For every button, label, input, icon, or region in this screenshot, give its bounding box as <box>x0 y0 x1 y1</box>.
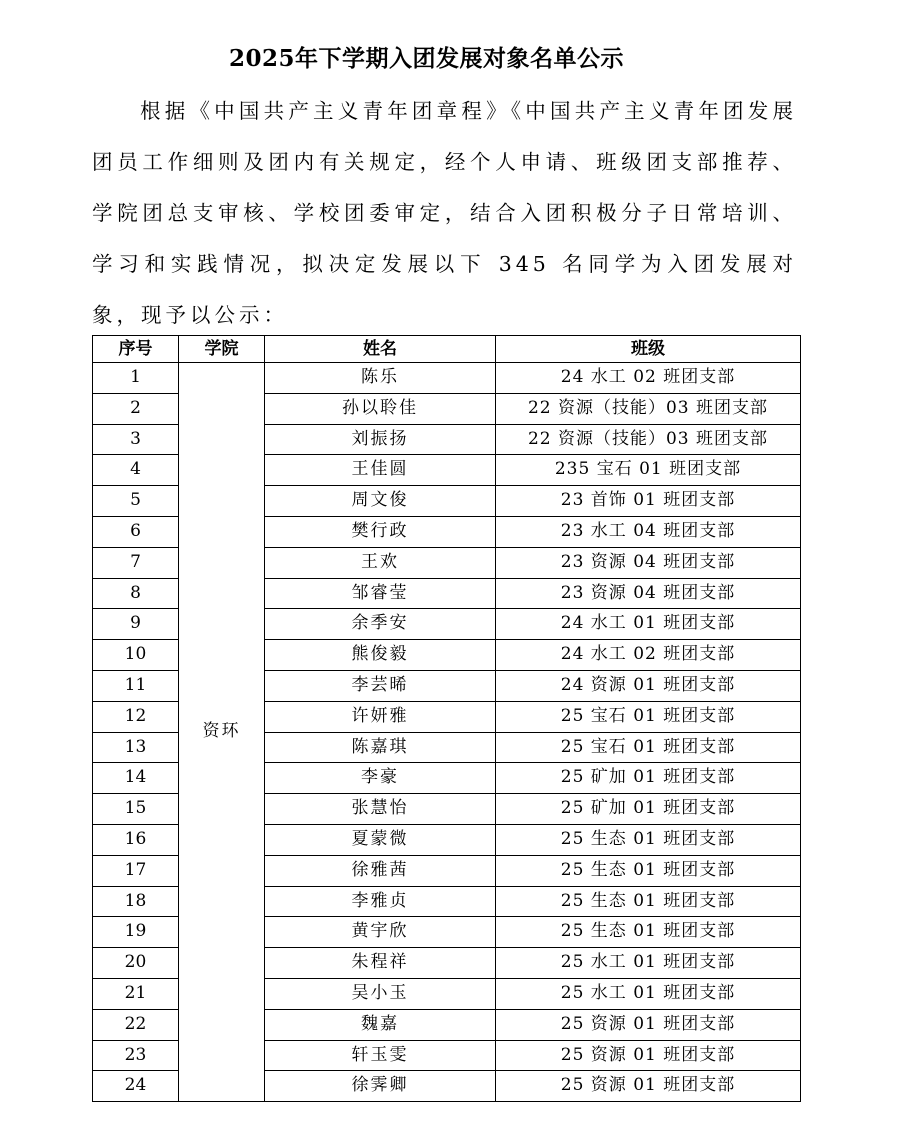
cell-class: 25 资源 01 班团支部 <box>496 1071 801 1102</box>
cell-index: 13 <box>93 732 179 763</box>
header-index: 序号 <box>93 336 179 363</box>
cell-college: 资环 <box>179 363 265 1102</box>
cell-name: 李豪 <box>265 763 496 794</box>
cell-index: 2 <box>93 393 179 424</box>
table-header-row <box>93 336 801 363</box>
cell-index: 10 <box>93 640 179 671</box>
cell-name: 许妍雅 <box>265 701 496 732</box>
cell-index: 7 <box>93 547 179 578</box>
cell-name: 张慧怡 <box>265 794 496 825</box>
cell-class: 23 水工 04 班团支部 <box>496 516 801 547</box>
cell-name: 陈嘉琪 <box>265 732 496 763</box>
cell-index: 8 <box>93 578 179 609</box>
document-title: 2025年下学期入团发展对象名单公示 <box>228 45 624 72</box>
cell-name: 樊行政 <box>265 516 496 547</box>
cell-index: 11 <box>93 670 179 701</box>
cell-index: 21 <box>93 978 179 1009</box>
cell-index: 3 <box>93 424 179 455</box>
cell-index: 23 <box>93 1040 179 1071</box>
cell-name: 黄宇欣 <box>265 917 496 948</box>
cell-index: 22 <box>93 1009 179 1040</box>
intro-paragraph: 根据《中国共产主义青年团章程》《中国共产主义青年团发展团员工作细则及团内有关规定，经个人申请、班级团支部推荐、学院团总支审核、学校团委审定，结合入团积极分子日常培训、学习和实践情况，拟决定发展以下 345 名同学为入团发展对象，现予以公示： <box>92 99 797 327</box>
cell-class: 22 资源（技能）03 班团支部 <box>496 393 801 424</box>
cell-class: 25 宝石 01 班团支部 <box>496 732 801 763</box>
cell-index: 18 <box>93 886 179 917</box>
cell-index: 24 <box>93 1071 179 1102</box>
cell-class: 23 首饰 01 班团支部 <box>496 486 801 517</box>
roster-table <box>92 335 801 1102</box>
cell-name: 孙以聆佳 <box>265 393 496 424</box>
cell-name: 夏蒙微 <box>265 824 496 855</box>
cell-class: 25 资源 01 班团支部 <box>496 1009 801 1040</box>
cell-index: 14 <box>93 763 179 794</box>
cell-index: 9 <box>93 609 179 640</box>
cell-class: 25 生态 01 班团支部 <box>496 886 801 917</box>
cell-class: 25 水工 01 班团支部 <box>496 978 801 1009</box>
cell-name: 周文俊 <box>265 486 496 517</box>
cell-name: 吴小玉 <box>265 978 496 1009</box>
cell-name: 熊俊毅 <box>265 640 496 671</box>
cell-class: 24 水工 01 班团支部 <box>496 609 801 640</box>
cell-name: 王佳圆 <box>265 455 496 486</box>
cell-index: 4 <box>93 455 179 486</box>
cell-name: 朱程祥 <box>265 948 496 979</box>
cell-index: 17 <box>93 855 179 886</box>
cell-class: 25 生态 01 班团支部 <box>496 917 801 948</box>
cell-name: 徐雅茜 <box>265 855 496 886</box>
cell-name: 李雅贞 <box>265 886 496 917</box>
cell-class: 25 宝石 01 班团支部 <box>496 701 801 732</box>
roster-body <box>93 363 801 1102</box>
cell-class: 235 宝石 01 班团支部 <box>496 455 801 486</box>
cell-name: 轩玉雯 <box>265 1040 496 1071</box>
cell-index: 12 <box>93 701 179 732</box>
cell-name: 陈乐 <box>265 363 496 394</box>
cell-name: 徐霁卿 <box>265 1071 496 1102</box>
cell-class: 23 资源 04 班团支部 <box>496 547 801 578</box>
cell-index: 20 <box>93 948 179 979</box>
cell-index: 6 <box>93 516 179 547</box>
cell-class: 25 矿加 01 班团支部 <box>496 794 801 825</box>
cell-class: 24 水工 02 班团支部 <box>496 363 801 394</box>
cell-index: 15 <box>93 794 179 825</box>
cell-name: 李芸晞 <box>265 670 496 701</box>
cell-class: 24 资源 01 班团支部 <box>496 670 801 701</box>
cell-name: 王欢 <box>265 547 496 578</box>
cell-class: 25 水工 01 班团支部 <box>496 948 801 979</box>
header-name: 姓名 <box>265 336 496 363</box>
cell-class: 23 资源 04 班团支部 <box>496 578 801 609</box>
cell-class: 25 矿加 01 班团支部 <box>496 763 801 794</box>
cell-class: 22 资源（技能）03 班团支部 <box>496 424 801 455</box>
cell-index: 5 <box>93 486 179 517</box>
header-college: 学院 <box>179 336 265 363</box>
cell-class: 25 生态 01 班团支部 <box>496 824 801 855</box>
cell-index: 1 <box>93 363 179 394</box>
cell-class: 24 水工 02 班团支部 <box>496 640 801 671</box>
cell-name: 邹睿莹 <box>265 578 496 609</box>
cell-name: 刘振扬 <box>265 424 496 455</box>
cell-index: 16 <box>93 824 179 855</box>
cell-class: 25 生态 01 班团支部 <box>496 855 801 886</box>
cell-name: 余季安 <box>265 609 496 640</box>
cell-class: 25 资源 01 班团支部 <box>496 1040 801 1071</box>
header-class: 班级 <box>496 336 801 363</box>
cell-name: 魏嘉 <box>265 1009 496 1040</box>
cell-index: 19 <box>93 917 179 948</box>
table-row <box>93 363 801 394</box>
